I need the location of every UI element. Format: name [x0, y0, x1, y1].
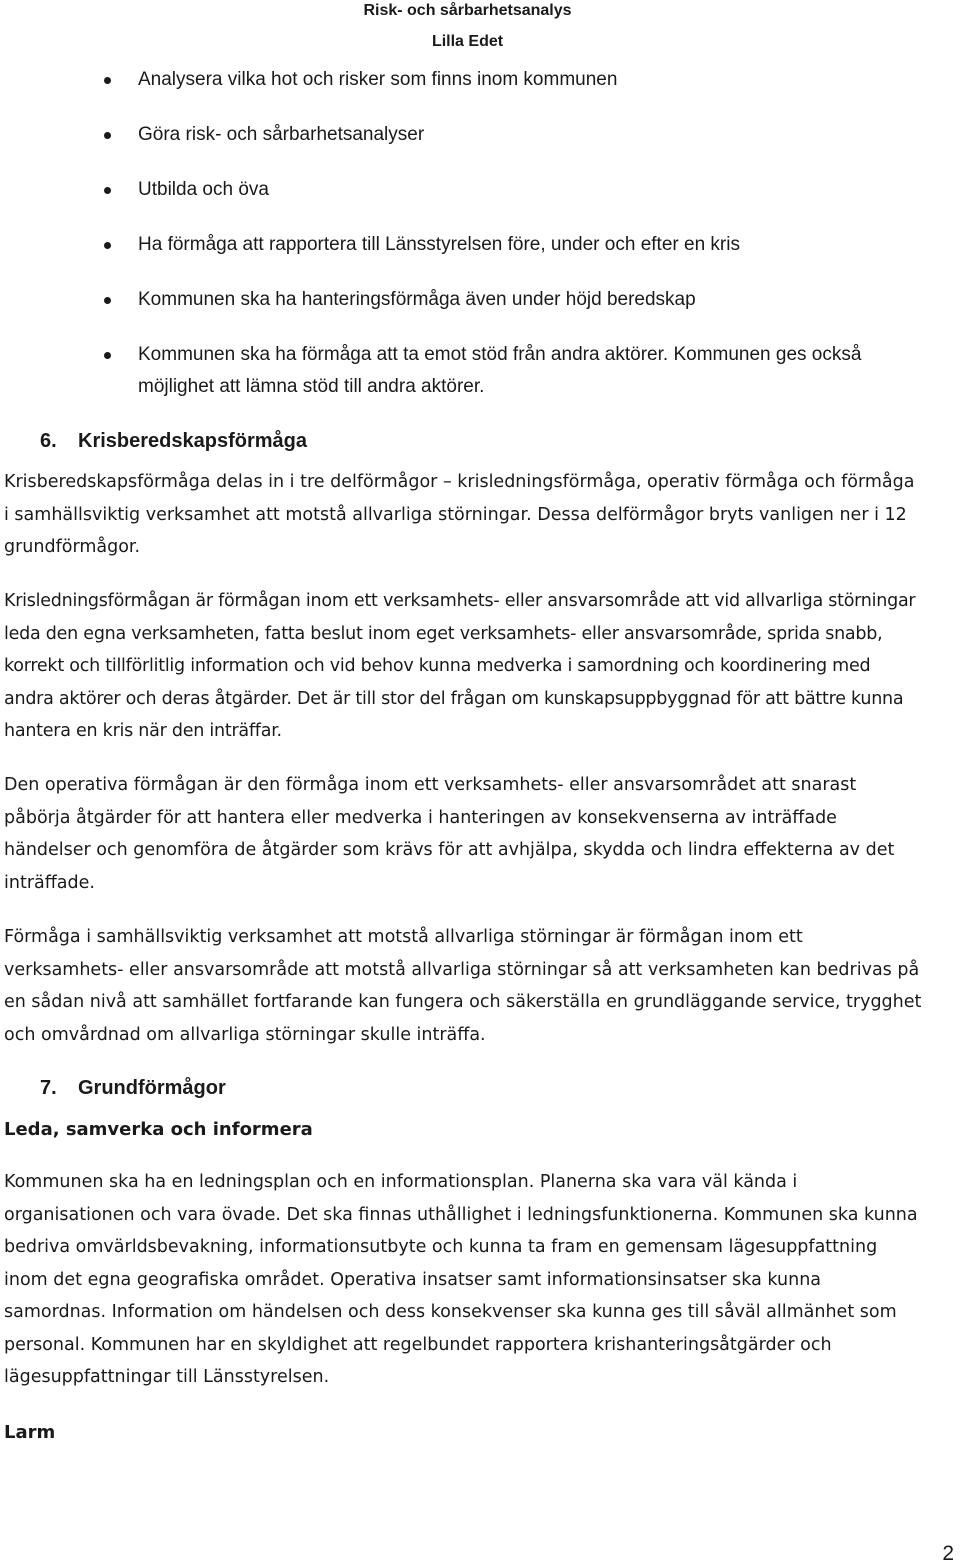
paragraph: Förmåga i samhällsviktig verksamhet att motstå allvarliga störningar är förmågan inom ett verksamhets- eller ansvarsområde att motstå allvarliga störningar så att verksamheten kan bedrivas på en sådan nivå att samhället fortfarande kan fungera och säkerställa en grundläggande service, trygghet och omvårdnad om allvarliga störningar skulle inträffa.	[4, 927, 922, 1045]
bullet-icon	[104, 132, 111, 139]
list-item: Göra risk- och sårbarhetsanalyser	[0, 119, 918, 151]
paragraph: Krisberedskapsförmåga delas in i tre delförmågor – krisledningsförmåga, operativ förmåga och förmåga i samhällsviktig verksamhet att motstå allvarliga störningar. Dessa delförmågor bryts vanligen ner i 12 grundförmågor.	[4, 472, 915, 557]
list-item: Kommunen ska ha förmåga att ta emot stöd från andra aktörer. Kommunen ges också möjlighet att lämna stöd till andra aktörer.	[0, 339, 918, 403]
list-item: Analysera vilka hot och risker som finns inom kommunen	[0, 64, 918, 96]
bullet-icon	[104, 77, 111, 84]
list-item: Utbilda och öva	[0, 174, 918, 206]
list-item: Kommunen ska ha hanteringsförmåga även under höjd beredskap	[0, 284, 918, 316]
subheading: Leda, samverka och informera	[4, 1119, 313, 1140]
section-number: 6.	[40, 430, 57, 452]
responsibility-list	[0, 64, 960, 426]
municipality-name: Lilla Edet	[431, 33, 504, 50]
bullet-icon	[104, 187, 111, 194]
paragraph: Den operativa förmågan är den förmåga inom ett verksamhets- eller ansvarsområdet att snarast påbörja åtgärder för att hantera eller medverka i hanteringen av konsekvenserna av inträffade händelser och genomföra de åtgärder som krävs för att avhjälpa, skydda och lindra effekterna av det inträffade.	[4, 775, 895, 893]
list-item: Ha förmåga att rapportera till Länsstyrelsen före, under och efter en kris	[0, 229, 918, 261]
document-title: Risk- och sårbarhetsanalys	[363, 2, 572, 19]
bullet-icon	[104, 297, 111, 304]
bullet-icon	[104, 242, 111, 249]
section-number: 7.	[40, 1077, 57, 1099]
paragraph: Kommunen ska ha en ledningsplan och en informationsplan. Planerna ska vara väl kända i organisationen och vara övade. Det ska finnas uthållighet i ledningsfunktionerna. Kommunen ska kunna bedriva omvärldsbevakning, informationsutbyte och kunna ta fram en gemensam lägesuppfattning inom det egna geografiska området. Operativa insatser samt informationsinsatser ska kunna samordnas. Information om händelsen och dess konsekvenser ska kunna ges till såväl allmänhet som personal. Kommunen har en skyldighet att regelbundet rapportera krishanteringsåtgärder och lägesuppfattningar till Länsstyrelsen.	[4, 1172, 918, 1387]
subheading: Larm	[4, 1422, 56, 1443]
section-title: Grundförmågor	[78, 1077, 226, 1099]
page-number: 2	[942, 1542, 954, 1565]
section-title: Krisberedskapsförmåga	[78, 430, 307, 452]
paragraph: Krisledningsförmågan är förmågan inom ett verksamhets- eller ansvarsområde att vid allvarliga störningar leda den egna verksamheten, fatta beslut inom eget verksamhets- eller ansvarsområde, sprida snabb, korrekt och tillförlitlig information och vid behov kunna medverka i samordning och koordinering med andra aktörer och deras åtgärder. Det är till stor del frågan om kunskapsuppbyggnad för att bättre kunna hantera en kris när den inträffar.	[4, 591, 916, 741]
bullet-icon	[104, 352, 111, 359]
section-6-heading	[40, 428, 307, 454]
section-7-heading	[40, 1075, 226, 1101]
